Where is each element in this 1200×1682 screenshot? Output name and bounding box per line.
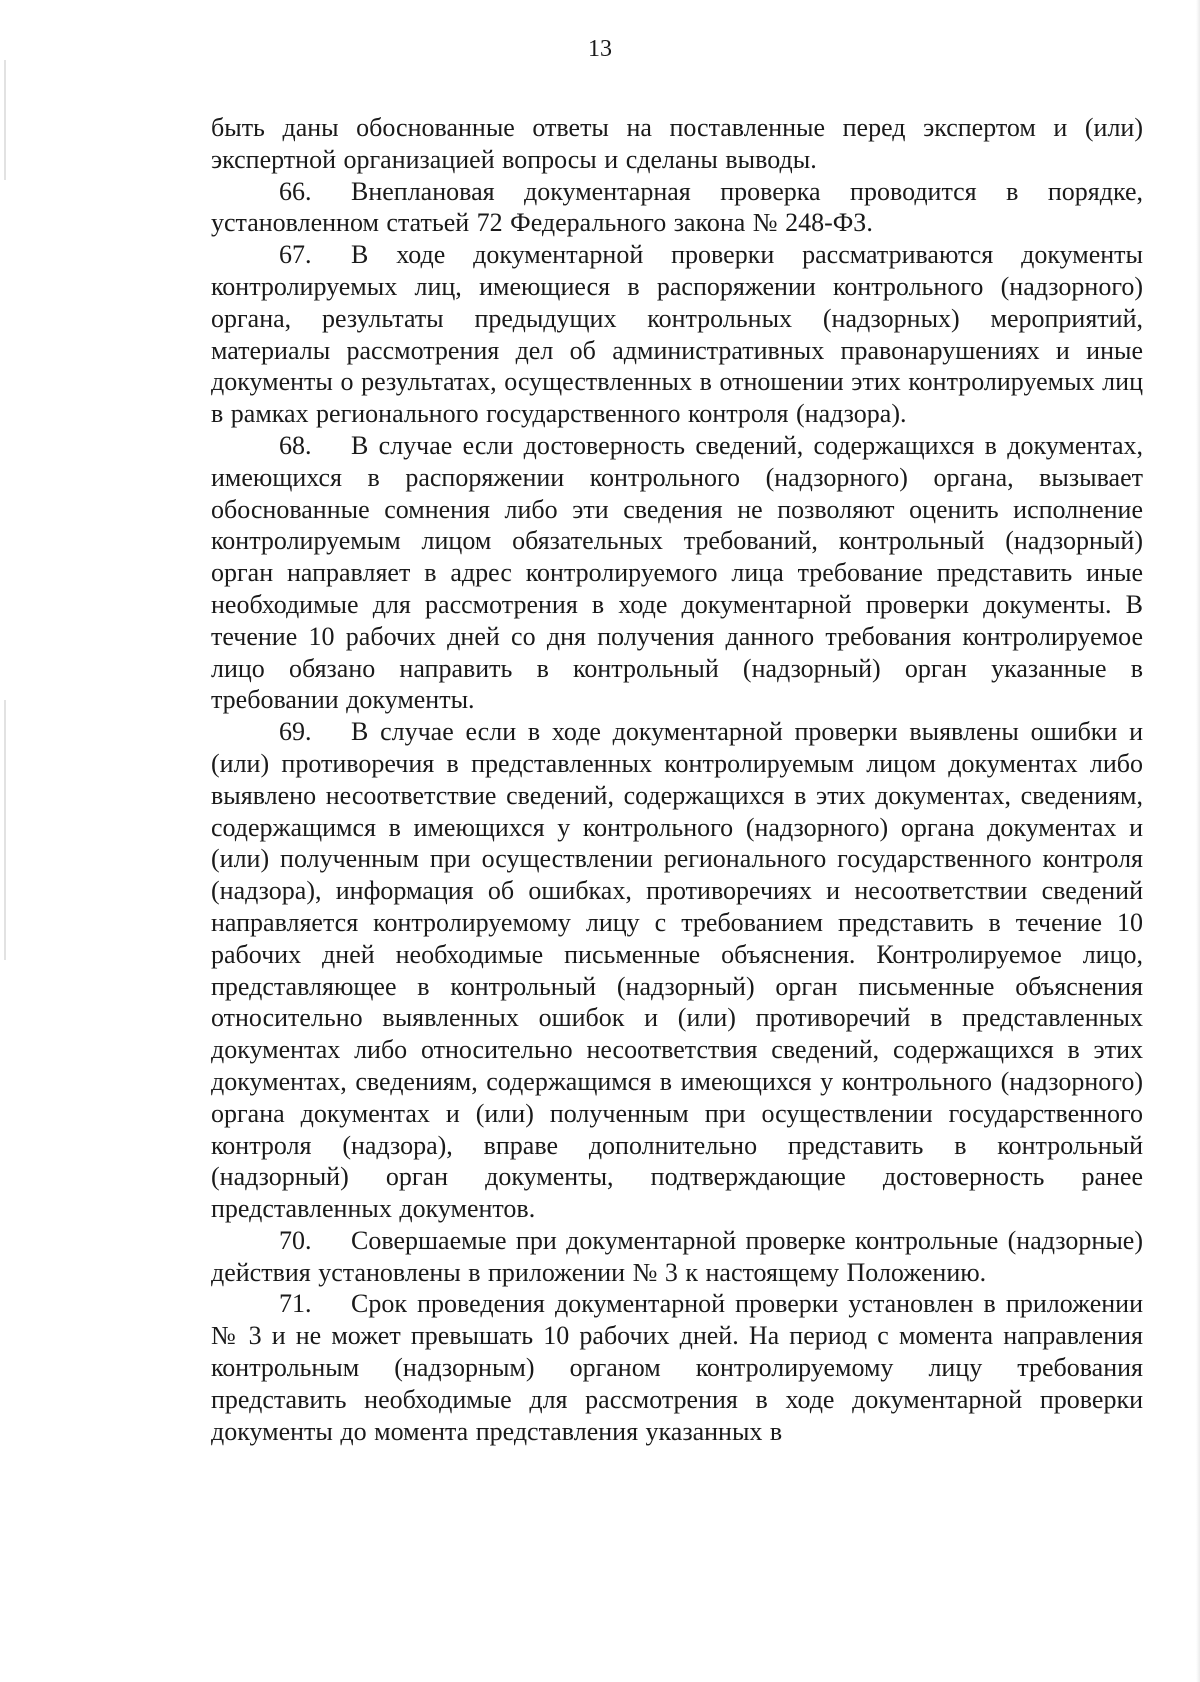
paragraph-69 bbox=[211, 716, 1143, 1225]
paragraph-number: 70. bbox=[279, 1225, 312, 1255]
paragraph-text: В случае если достоверность сведений, содержащихся в документах, имеющихся в распоряжении контрольного (надзорного) органа, вызывает обоснованные сомнения либо эти сведения не позволяют оценить исполнение контролируемым лицом обязательных требований, контрольный (надзорный) орган направляет в адрес контролируемого лица требование представить иные необходимые для рассмотрения в ходе документарной проверки документы. В течение 10 рабочих дней со дня получения данного требования контролируемое лицо обязано направить в контрольный (надзорный) орган указанные в требовании документы. bbox=[211, 430, 1143, 715]
page-number: 13 bbox=[588, 36, 612, 62]
scan-artifact-mark bbox=[4, 700, 6, 960]
paragraph-number: 69. bbox=[279, 717, 312, 747]
paragraph-71 bbox=[211, 1288, 1143, 1447]
paragraph-68 bbox=[211, 430, 1143, 716]
paragraph-continuation bbox=[211, 112, 1143, 176]
paragraph-number: 71. bbox=[279, 1289, 312, 1319]
paragraph-number: 67. bbox=[279, 240, 312, 270]
paragraph-70 bbox=[211, 1225, 1143, 1289]
document-body bbox=[211, 112, 1143, 1447]
paragraph-66 bbox=[211, 176, 1143, 240]
scan-edge-shadow bbox=[1196, 0, 1200, 1682]
scan-artifact-mark bbox=[4, 60, 6, 180]
paragraph-text: В случае если в ходе документарной проверки выявлены ошибки и (или) противоречия в представленных контролируемым лицом документах либо выявлено несоответствие сведений, содержащихся в этих документах, сведениям, содержащимся в имеющихся у контрольного (надзорного) органа документах и (или) полученным при осуществлении регионального государственного контроля (надзора), информация об ошибках, противоречиях и несоответствии сведений направляется контролируемому лицу с требованием представить в течение 10 рабочих дней необходимые письменные объяснения. Контролируемое лицо, представляющее в контрольный (надзорный) орган письменные объяснения относительно выявленных ошибок и (или) противоречий в представленных документах либо относительно несоответствия сведений, содержащихся в этих документах, сведениям, содержащимся в имеющихся у контрольного (надзорного) органа документах и (или) полученным при осуществлении государственного контроля (надзора), вправе дополнительно представить в контрольный (надзорный) орган документы, подтверждающие достоверность ранее представленных документов. bbox=[211, 717, 1143, 1224]
paragraph-number: 66. bbox=[279, 176, 312, 206]
paragraph-67 bbox=[211, 239, 1143, 430]
paragraph-number: 68. bbox=[279, 430, 312, 460]
paragraph-text: быть даны обоснованные ответы на поставленные перед экспертом и (или) экспертной организацией вопросы и сделаны выводы. bbox=[211, 113, 1143, 174]
paragraph-text: Совершаемые при документарной проверке контрольные (надзорные) действия установлены в приложении № 3 к настоящему Положению. bbox=[211, 1225, 1143, 1287]
paragraph-text: Срок проведения документарной проверки установлен в приложении № 3 и не может превышать 10 рабочих дней. На период с момента направления контрольным (надзорным) органом контролируемому лицу требования представить необходимые для рассмотрения в ходе документарной проверки документы до момента представления указанных в bbox=[211, 1289, 1143, 1446]
paragraph-text: Внеплановая документарная проверка проводится в порядке, установленном статьей 72 Федерального закона № 248-ФЗ. bbox=[211, 176, 1143, 238]
paragraph-text: В ходе документарной проверки рассматриваются документы контролируемых лиц, имеющиеся в распоряжении контрольного (надзорного) органа, результаты предыдущих контрольных (надзорных) мероприятий, материалы рассмотрения дел об административных правонарушениях и иные документы о результатах, осуществленных в отношении этих контролируемых лиц в рамках регионального государственного контроля (надзора). bbox=[211, 240, 1143, 429]
